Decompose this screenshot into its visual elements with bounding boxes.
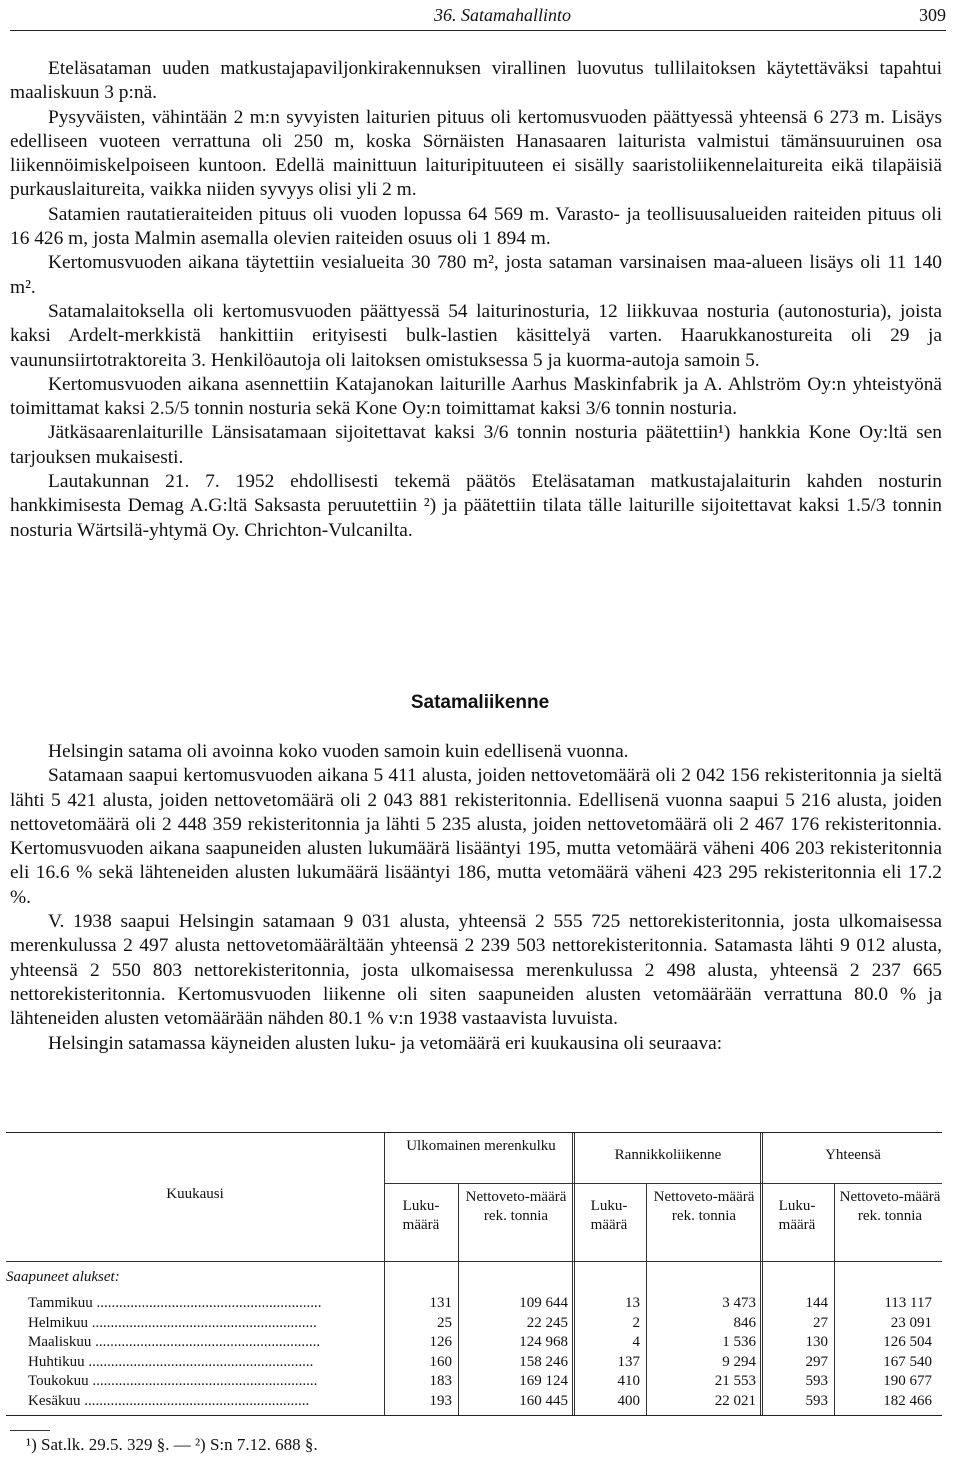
paragraph: Satamalaitoksella oli kertomusvuoden päättyessä 54 laiturinosturia, 12 liikkuvaa nosturia (autonosturia), joista kaksi Ardelt-merkkistä hankittiin erityisesti bulk-lastien käsittelyä varten. Haarukkanostureita oli 29 ja vaununsiirtotraktoreita 3. Henkilöautoja oli laitoksen omistuksessa 5 ja kuorma-autoja samoin 5. bbox=[10, 300, 942, 371]
table-cell: 130 bbox=[805, 1334, 828, 1350]
table-cell: 193 bbox=[429, 1392, 452, 1409]
paragraph: Jätkäsaarenlaiturille Länsisatamaan sijoitettavat kaksi 3/6 tonnin nosturia päätettiin¹) hankkia Kone Oy:ltä sen tarjouksen mukaisesti. bbox=[10, 422, 942, 468]
row-month: Maaliskuu ............................................................ bbox=[28, 1334, 321, 1350]
table-cell: 23 091 bbox=[890, 1314, 932, 1331]
row-month: Helmikuu ............................................................ bbox=[28, 1314, 317, 1331]
table-cell: 126 bbox=[429, 1334, 452, 1350]
paragraph: Eteläsataman uuden matkustajapaviljonkirakennuksen virallinen luovutus tullilaitoksen käytettäväksi tapahtui maaliskuun 3 p:nä. bbox=[10, 58, 942, 104]
monthly-traffic-table bbox=[6, 1132, 942, 1416]
paragraph: V. 1938 saapui Helsingin satamaan 9 031 alusta, yhteensä 2 555 725 nettorekisteritonnia, josta ulkomaisessa merenkulussa 2 497 alusta nettovetomäärältään yhteensä 2 239 503 nettorekisteritonnia. Satamasta lähti 9 012 alusta, yhteensä 2 550 803 nettorekisteritonnia, josta ulkomaisessa merenkulussa 2 498 alusta, yhteensä 2 237 665 nettorekisteritonnia. Kertomusvuoden liikenne oli siten saapuneiden alusten vetomäärään verrattuna 80.0 % ja lähteneiden alusten vetomäärään nähden 80.1 % v:n 1938 vastaavista luvuista. bbox=[10, 911, 942, 1030]
header-coastal: Rannikkoliikenne bbox=[614, 1147, 722, 1163]
table-rule bbox=[6, 1261, 942, 1262]
header-foreign: Ulkomainen merenkulku bbox=[406, 1138, 556, 1154]
header-count: Luku-määrä bbox=[778, 1198, 816, 1233]
page-header bbox=[10, 0, 946, 31]
row-month: Kesäkuu ............................................................ bbox=[28, 1392, 310, 1409]
table-cell: 124 968 bbox=[519, 1334, 568, 1350]
table-cell: 410 bbox=[617, 1373, 640, 1389]
table-cell: 167 540 bbox=[883, 1353, 932, 1370]
table-cell: 22 245 bbox=[526, 1314, 568, 1331]
table-rule bbox=[834, 1183, 835, 1415]
body-text-top bbox=[10, 57, 942, 543]
table-cell: 109 644 bbox=[519, 1295, 568, 1311]
paragraph: Satamaan saapui kertomusvuoden aikana 5 411 alusta, joiden nettovetomäärä oli 2 042 156 rekisteritonnia ja sieltä lähti 5 421 alusta, joiden nettovetomäärä oli 2 043 881 rekisteritonnia. Edellisenä vuonna saapui 5 216 alusta, joiden nettovetomäärä oli 2 448 359 rekisteritonnia ja lähti 5 235 alusta, joiden nettovetomäärä oli 2 467 176 rekisteritonnia. Kertomusvuoden aikana saapuneiden alusten lukumäärä lisääntyi 195, mutta vetomäärä väheni 406 203 rekisteritonnia eli 16.6 % sekä lähteneiden alusten lukumäärä lisääntyi 186, mutta vetomäärä väheni 423 295 rekisteritonnia eli 17.2 %. bbox=[10, 765, 942, 908]
paragraph: Kertomusvuoden aikana täytettiin vesialueita 30 780 m², josta sataman varsinaisen maa-alueen lisäys oli 11 140 m². bbox=[10, 252, 942, 298]
table-cell: 131 bbox=[429, 1295, 452, 1311]
paragraph: Kertomusvuoden aikana asennettiin Katajanokan laiturille Aarhus Maskinfabrik ja A. Ahlström Oy:n yhteistyönä toimittamat kaksi 2.5/5 tonnin nosturia sekä Kone Oy:n toimittamat kaksi 3/6 tonnin nosturia. bbox=[10, 373, 942, 420]
row-month: Tammikuu ............................................................ bbox=[28, 1295, 322, 1311]
table-cell: 27 bbox=[813, 1314, 828, 1331]
paragraph: Helsingin satama oli avoinna koko vuoden samoin kuin edellisenä vuonna. bbox=[48, 741, 629, 762]
header-tonnage: Nettoveto-määrä rek. tonnia bbox=[653, 1189, 755, 1224]
table-cell: 846 bbox=[733, 1314, 756, 1331]
table-cell: 158 246 bbox=[519, 1353, 568, 1370]
table-cell: 126 504 bbox=[883, 1334, 932, 1350]
row-month: Huhtikuu ............................................................ bbox=[28, 1353, 314, 1370]
table-cell: 1 536 bbox=[722, 1334, 756, 1350]
table-rule bbox=[572, 1133, 575, 1415]
table-cell: 400 bbox=[617, 1392, 640, 1409]
section-label-arrived: Saapuneet alukset: bbox=[6, 1269, 120, 1285]
table-cell: 113 117 bbox=[884, 1295, 932, 1311]
paragraph: Lautakunnan 21. 7. 1952 ehdollisesti tekemä päätös Eteläsataman matkustajalaiturin kahden nosturin hankkimisesta Demag A.G:ltä Saksasta peruutettiin ²) ja päätettiin tilata tälle laiturille sijoitettavat kaksi 1.5/3 tonnin nosturia Wärtsilä-yhtymä Oy. Chrichton-Vulcanilta. bbox=[10, 471, 942, 541]
table-cell: 160 bbox=[429, 1353, 452, 1370]
table-cell: 593 bbox=[805, 1392, 828, 1409]
header-month: Kuukausi bbox=[166, 1186, 224, 1202]
paragraph: Satamien rautatieraiteiden pituus oli vuoden lopussa 64 569 m. Varasto- ja teollisuusalueiden raiteiden pituus oli 16 426 m, josta Malmin asemalla olevien raiteiden osuus oli 1 894 m. bbox=[10, 203, 942, 250]
footnote: ¹) Sat.lk. 29.5. 329 §. — ²) S:n 7.12. 688 §. bbox=[26, 1435, 318, 1454]
row-month: Toukokuu ............................................................ bbox=[28, 1373, 318, 1389]
paragraph: Pysyväisten, vähintään 2 m:n syvyisten laiturien pituus oli kertomusvuoden päättyessä yhteensä 6 273 m. Lisäys edelliseen vuoteen verrattuna oli 250 m, koska Sörnäisten Hanasaaren laiturista valmistui tämänsuuruinen osa liikennöimiskelpoiseen kuntoon. Edellä mainittuun laituripituuteen ei sisälly saaristoliikennelaitureita eikä tilapäisiä purkauslaitureita, vaikka niiden syvyys olisi yli 2 m. bbox=[10, 106, 942, 201]
table-cell: 22 021 bbox=[714, 1392, 756, 1409]
table-cell: 137 bbox=[617, 1353, 640, 1370]
header-total: Yhteensä bbox=[825, 1147, 881, 1163]
paragraph: Helsingin satamassa käyneiden alusten luku- ja vetomäärä eri kuukausina oli seuraava: bbox=[48, 1032, 723, 1054]
table-cell: 190 677 bbox=[883, 1373, 932, 1389]
table-cell: 4 bbox=[632, 1334, 640, 1350]
table-cell: 144 bbox=[805, 1295, 828, 1311]
table-cell: 9 294 bbox=[722, 1353, 756, 1370]
table-cell: 297 bbox=[805, 1353, 828, 1370]
header-count: Luku-määrä bbox=[590, 1198, 628, 1233]
table-cell: 183 bbox=[429, 1373, 452, 1389]
table-cell: 25 bbox=[437, 1314, 452, 1331]
footnote-rule bbox=[10, 1430, 50, 1431]
chapter-title: 36. Satamahallinto bbox=[434, 5, 572, 25]
header-count: Luku-määrä bbox=[402, 1198, 440, 1233]
table-cell: 2 bbox=[632, 1314, 640, 1331]
page-number: 309 bbox=[919, 5, 946, 25]
header-tonnage: Nettoveto-määrä rek. tonnia bbox=[839, 1189, 941, 1224]
table-rule bbox=[384, 1183, 942, 1184]
table-cell: 182 466 bbox=[883, 1392, 932, 1409]
table-cell: 21 553 bbox=[714, 1373, 756, 1389]
table-cell: 3 473 bbox=[722, 1295, 756, 1311]
table-cell: 13 bbox=[625, 1295, 640, 1311]
table-cell: 160 445 bbox=[519, 1392, 568, 1409]
table-rule bbox=[646, 1183, 647, 1415]
table-cell: 169 124 bbox=[519, 1373, 568, 1389]
body-text-bottom bbox=[10, 740, 942, 1056]
table-rule bbox=[458, 1183, 459, 1415]
table-rule bbox=[760, 1133, 763, 1415]
header-tonnage: Nettoveto-määrä rek. tonnia bbox=[465, 1189, 567, 1224]
table-cell: 593 bbox=[805, 1373, 828, 1389]
section-heading: Satamaliikenne bbox=[410, 692, 550, 713]
